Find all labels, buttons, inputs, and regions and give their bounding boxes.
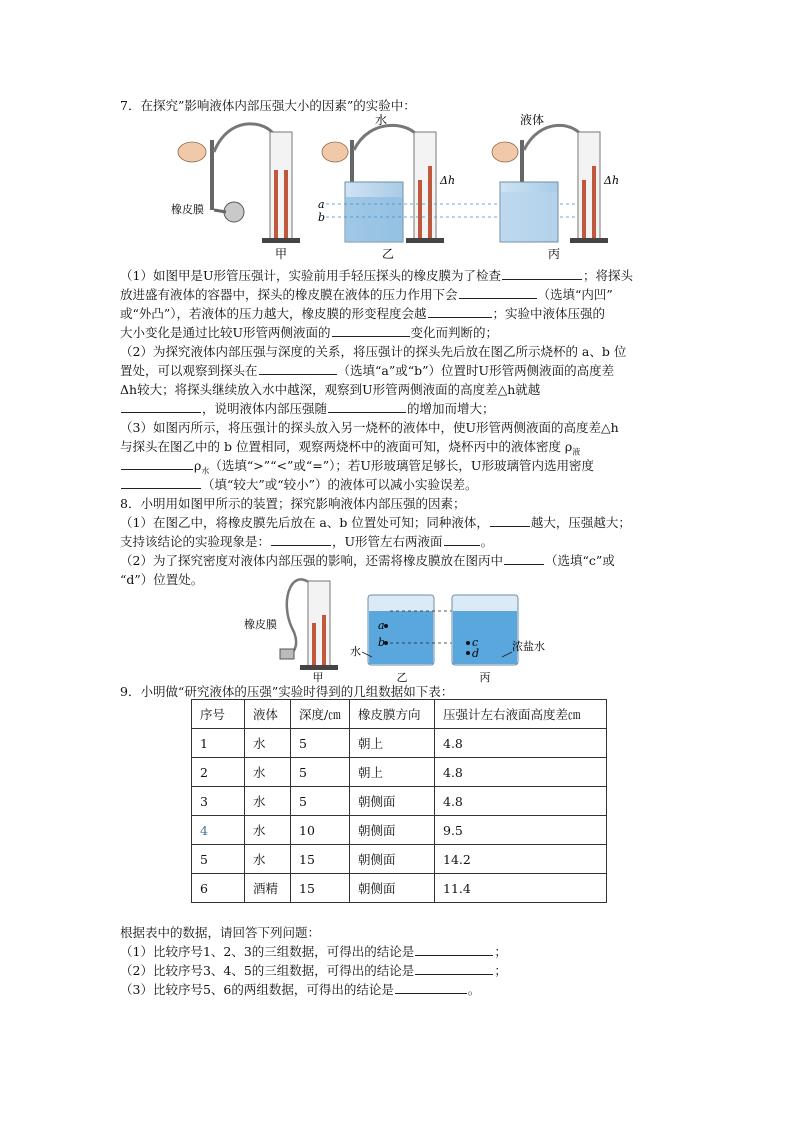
q7-p2-line1: （2）为探究液体内部压强与深度的关系，将压强计的探头先后放在图乙所示烧杯的 a、b 位 <box>120 344 627 359</box>
q9-a2: （2）比较序号3、4、5的三组数据，可得出的结论是 ； <box>120 963 507 978</box>
blank[interactable] <box>502 267 582 280</box>
cell: 5 <box>291 758 350 787</box>
q8-caption-jia: 甲 <box>312 671 324 684</box>
blank[interactable] <box>395 981 467 994</box>
table-row <box>192 816 607 845</box>
cell: 9.5 <box>435 816 607 845</box>
blank[interactable] <box>259 362 337 375</box>
cell: 5 <box>291 787 350 816</box>
caption-yi: 乙 <box>381 247 395 261</box>
q7-p1-line2: 放进盛有液体的容器中，探头的橡皮膜在液体的压力作用下会 （选填“内凹” <box>120 287 613 302</box>
blank[interactable] <box>504 552 544 565</box>
header-cell: 液体 <box>245 700 291 729</box>
membrane-label: 橡皮膜 <box>171 203 204 216</box>
cell: 4.8 <box>435 787 607 816</box>
cell: 5 <box>291 729 350 758</box>
cell: 水 <box>245 729 291 758</box>
cell: 4 <box>192 816 245 845</box>
q7-p3-line2: 与探头在图乙中的 b 位置相同，观察两烧杯中的液面可知，烧杯丙中的液体密度 $\rho_液$ <box>120 439 581 457</box>
cell: 朝上 <box>350 729 435 758</box>
q7-figure <box>170 112 630 262</box>
cell: 10 <box>291 816 350 845</box>
table-row <box>192 729 607 758</box>
liquid-top-label: 液体 <box>520 113 545 127</box>
cell: 水 <box>245 787 291 816</box>
q8-b-label: b <box>378 636 386 649</box>
q7-p3-line3: $\rho_水$（选填“>”“<”或“=”）；若U形玻璃管足够长，U形玻璃管内选用密度 <box>120 456 680 481</box>
q8-water-label: 水 <box>350 645 361 658</box>
blank[interactable] <box>444 533 480 546</box>
q8-caption-bing: 丙 <box>479 671 491 684</box>
cell: 朝侧面 <box>350 845 435 874</box>
cell: 朝侧面 <box>350 816 435 845</box>
q7-p1-line4: 大小变化是通过比较U形管两侧液面的 变化而判断的； <box>120 325 499 340</box>
q8-fig-bing <box>452 595 518 665</box>
table-row <box>192 787 607 816</box>
q9-data-table <box>191 699 607 903</box>
blank[interactable] <box>121 400 201 413</box>
cell: 4.8 <box>435 729 607 758</box>
q9-stem: 9．小明做“研究液体的压强”实验时得到的几组数据如下表： <box>120 684 454 699</box>
q8-d-label: d <box>472 647 480 660</box>
blank[interactable] <box>415 943 493 956</box>
table-row <box>192 874 607 903</box>
cell: 6 <box>192 874 245 903</box>
q8-brine-label: 浓盐水 <box>512 640 545 653</box>
blank[interactable] <box>121 476 201 489</box>
blank[interactable] <box>121 457 193 470</box>
blank[interactable] <box>332 324 410 337</box>
cell: 朝侧面 <box>350 787 435 816</box>
cell: 3 <box>192 787 245 816</box>
blank[interactable] <box>328 400 406 413</box>
q9-a1: （1）比较序号1、2、3的三组数据，可得出的结论是 ； <box>120 944 507 959</box>
cell: 1 <box>192 729 245 758</box>
water-top-label: 水 <box>375 113 388 127</box>
b-label: b <box>318 211 326 224</box>
caption-bing: 丙 <box>547 247 561 261</box>
fig-jia <box>178 124 300 243</box>
caption-jia: 甲 <box>274 247 288 261</box>
q7-p1-line3: 或“外凸”），若液体的压力越大，橡皮膜的形变程度会越 ；实验中液体压强的 <box>120 306 606 321</box>
dh1-label: Δh <box>440 174 456 187</box>
q8-stem: 8．小明用如图甲所示的装置；探究影响液体内部压强的因素； <box>120 496 466 511</box>
table-header-row <box>192 700 607 729</box>
blank[interactable] <box>415 962 493 975</box>
header-cell: 橡皮膜方向 <box>350 700 435 729</box>
q7-p2-line4: ，说明液体内部压强随 的增加而增大； <box>120 399 680 418</box>
q9-a3: （3）比较序号5、6的两组数据，可得出的结论是 。 <box>120 982 481 997</box>
blank[interactable] <box>490 514 530 527</box>
blank[interactable] <box>271 533 331 546</box>
q8-a-label: a <box>378 619 385 632</box>
q7-p3-line1: （3）如图丙所示，将压强计的探头放入另一烧杯的液体中，使U形管两侧液面的高度差△h <box>120 420 619 435</box>
q8-fig-jia <box>280 579 338 670</box>
q7-p2-line2: 置处，可以观察到探头在 （选填“a”或“b”）位置时U形管两侧液面的高度差 <box>120 363 615 378</box>
cell: 4.8 <box>435 758 607 787</box>
cell: 水 <box>245 816 291 845</box>
cell: 15 <box>291 874 350 903</box>
cell: 水 <box>245 845 291 874</box>
q7-p1-line1: （1）如图甲是U形管压强计，实验前用手轻压探头的橡皮膜为了检查 ；将探头 <box>120 268 634 283</box>
a-label: a <box>318 198 325 211</box>
cell: 水 <box>245 758 291 787</box>
blank[interactable] <box>428 305 492 318</box>
q8-figure <box>240 573 560 685</box>
q7-p2-line3: Δh较大；将探头继续放入水中越深，观察到U形管两侧液面的高度差△h就越 <box>120 382 541 397</box>
q7-stem: 7．在探究”影响液体内部压强大小的因素”的实验中： <box>120 98 416 113</box>
header-cell: 压强计左右液面高度差㎝ <box>435 700 607 729</box>
cell: 5 <box>192 845 245 874</box>
q8-p2-line1: （2）为了探究密度对液体内部压强的影响，还需将橡皮膜放在图丙中 （选填“c”或 <box>120 553 615 568</box>
q8-c-label: c <box>472 636 479 649</box>
cell: 朝侧面 <box>350 874 435 903</box>
cell: 15 <box>291 845 350 874</box>
cell: 酒精 <box>245 874 291 903</box>
table-row <box>192 758 607 787</box>
q8-p1-line2: 支持该结论的实验现象是： ，U形管左右两液面 。 <box>120 534 494 549</box>
fig-bing <box>492 125 608 243</box>
dh2-label: Δh <box>604 174 620 187</box>
q8-membrane-label: 橡皮膜 <box>244 618 277 631</box>
cell: 2 <box>192 758 245 787</box>
cell: 朝上 <box>350 758 435 787</box>
header-cell: 深度/㎝ <box>291 700 350 729</box>
q9-intro: 根据表中的数据，请回答下列问题： <box>120 925 321 940</box>
cell: 14.2 <box>435 845 607 874</box>
q8-p1-line1: （1）在图乙中，将橡皮膜先后放在 a、b 位置处可知；同种液体， 越大，压强越大； <box>120 515 631 530</box>
blank[interactable] <box>459 286 537 299</box>
q8-caption-yi: 乙 <box>396 671 408 684</box>
q7-p3-line4: （填“较大”或“较小”）的液体可以减小实验误差。 <box>120 475 680 494</box>
q8-p2-line2: “d”）位置处。 <box>120 572 204 587</box>
cell: 11.4 <box>435 874 607 903</box>
header-cell: 序号 <box>192 700 245 729</box>
table-row <box>192 845 607 874</box>
fig-yi <box>322 125 444 243</box>
